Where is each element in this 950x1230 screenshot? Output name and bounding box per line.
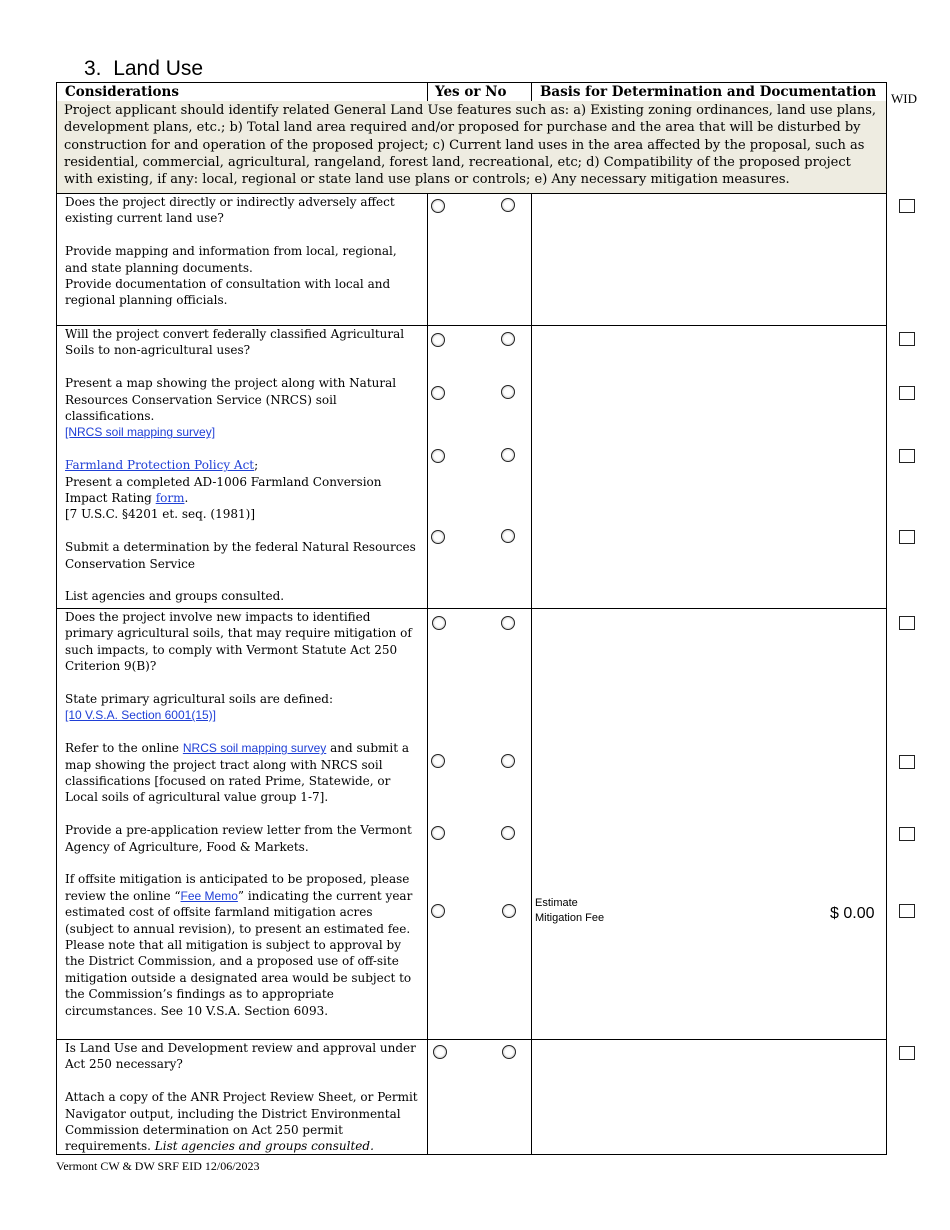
- radio-r2d-no[interactable]: [501, 529, 515, 543]
- estimate-label-line1: Estimate: [535, 897, 578, 909]
- row3-text-2a: Refer to the online: [65, 741, 180, 756]
- estimate-label-line2: Mitigation Fee: [535, 911, 605, 924]
- wid-checkbox-r2d[interactable]: [899, 530, 915, 544]
- radio-r3c-yes[interactable]: [431, 826, 445, 840]
- row3-text-3: Provide a pre-application review letter from the Vermont Agency of Agriculture, Food & Markets.: [65, 823, 412, 854]
- row1-considerations: [65, 194, 421, 309]
- row4-question: Is Land Use and Development review and approval under Act 250 necessary?: [65, 1041, 416, 1072]
- estimate-mitigation-fee-label: [535, 896, 604, 925]
- row3-text-2b: and submit a map showing the project tract along with NRCS soil classifications [focused on rated Prime, Statewide, or Local soils of agricultural value group 1-7].: [65, 741, 410, 805]
- wid-column-label: WID: [891, 91, 917, 106]
- header-considerations: Considerations: [65, 84, 179, 100]
- mitigation-fee-value[interactable]: $ 0.00: [830, 905, 875, 922]
- row2-semicolon: ;: [254, 458, 259, 473]
- row2-text-2: Present a completed AD-1006 Farmland Conversion Impact Rating: [65, 474, 382, 506]
- row4-considerations: [65, 1040, 421, 1155]
- radio-r2b-no[interactable]: [501, 385, 515, 399]
- section-title: 3. Land Use: [84, 57, 204, 80]
- radio-r4-no[interactable]: [502, 1045, 516, 1059]
- wid-checkbox-r4[interactable]: [899, 1046, 915, 1060]
- row3-text-4a: If offsite mitigation is anticipated to be proposed, please review the online “: [65, 872, 410, 903]
- wid-checkbox-r3a[interactable]: [899, 616, 915, 630]
- radio-r3a-yes[interactable]: [432, 616, 446, 630]
- row3-text-4b: ” indicating the current year estimated cost of offsite farmland mitigation acres (subject to annual revision), to present an estimated fee. Please note that all mitigation is subject to approval by the District Commission, and a proposed use of off-site mitigation outside a designated area would be subject to the Commission’s findings as to appropriate circumstances. See 10 V.S.A. Section 6093.: [65, 888, 413, 1018]
- radio-r3a-no[interactable]: [501, 616, 515, 630]
- vsa-6001-link[interactable]: [10 V.S.A. Section 6001(15)]: [65, 708, 216, 723]
- row2-question: Will the project convert federally classified Agricultural Soils to non-agricultural uses?: [65, 327, 405, 358]
- row4-text-1: Attach a copy of the ANR Project Review Sheet, or Permit Navigator output, including the District Environmental Commission determination on Act 250 permit requirements.: [65, 1090, 418, 1154]
- row2-citation: [7 U.S.C. §4201 et. seq. (1981)]: [65, 507, 256, 522]
- wid-checkbox-r2a[interactable]: [899, 332, 915, 346]
- wid-checkbox-r3d[interactable]: [899, 904, 915, 918]
- header-basis: Basis for Determination and Documentation: [540, 84, 877, 100]
- radio-r1-yes[interactable]: [431, 199, 445, 213]
- radio-r3d-yes[interactable]: [431, 904, 445, 918]
- row2-text-3: Submit a determination by the federal Natural Resources Conservation Service: [65, 540, 416, 571]
- farmland-protection-link[interactable]: Farmland Protection Policy Act: [65, 458, 255, 473]
- footer-text: Vermont CW & DW SRF EID 12/06/2023: [56, 1159, 260, 1173]
- nrcs-survey-link-2[interactable]: NRCS soil mapping survey: [182, 741, 327, 756]
- radio-r3d-no[interactable]: [502, 904, 516, 918]
- row3-question: Does the project involve new impacts to identified primary agricultural soils, that may require mitigation of such impacts, to comply with Vermont Statute Act 250 Criterion 9(B)?: [65, 610, 412, 674]
- radio-r3b-yes[interactable]: [431, 754, 445, 768]
- radio-r2c-no[interactable]: [501, 448, 515, 462]
- row2-considerations: [65, 326, 421, 605]
- radio-r4-yes[interactable]: [433, 1045, 447, 1059]
- header-yes-no: Yes or No: [435, 84, 507, 100]
- fee-memo-link[interactable]: Fee Memo: [180, 888, 238, 903]
- row1-question: Does the project directly or indirectly adversely affect existing current land use?: [65, 195, 395, 226]
- land-use-table: [56, 82, 887, 1155]
- row3-considerations: [65, 609, 421, 1019]
- wid-checkbox-r2c[interactable]: [899, 449, 915, 463]
- row1-text-1: Provide mapping and information from local, regional, and state planning documents.: [65, 244, 397, 275]
- wid-checkbox-r3b[interactable]: [899, 755, 915, 769]
- row4-text-italic: List agencies and groups consulted.: [154, 1139, 374, 1154]
- row2-text-1: Present a map showing the project along with Natural Resources Conservation Service (NRCS) soil classifications.: [65, 376, 397, 424]
- row3-text-1: State primary agricultural soils are defined:: [65, 692, 334, 707]
- wid-checkbox-r3c[interactable]: [899, 827, 915, 841]
- nrcs-survey-link[interactable]: [NRCS soil mapping survey]: [65, 425, 216, 440]
- ad1006-form-link[interactable]: form: [155, 491, 185, 506]
- radio-r2a-yes[interactable]: [431, 333, 445, 347]
- wid-checkbox-r2b[interactable]: [899, 386, 915, 400]
- row2-period: .: [184, 491, 189, 506]
- intro-instructions: Project applicant should identify related General Land Use features such as: a) Existing zoning ordinances, land use plans, development plans, etc.; b) Total land area required and/or proposed for purchase and the area that will be disturbed by construction for and operation of the proposed project; c) Current land uses in the area affected by the proposal, such as residential, commercial, agricultural, rangeland, forest land, recreational, etc; d) Compatibility of the proposed project with existing, if any: local, regional or state land use plans or controls; e) Any necessary mitigation measures.: [57, 101, 886, 193]
- radio-r2d-yes[interactable]: [431, 530, 445, 544]
- row2-text-4: List agencies and groups consulted.: [65, 589, 285, 604]
- radio-r3b-no[interactable]: [501, 754, 515, 768]
- radio-r2b-yes[interactable]: [431, 386, 445, 400]
- radio-r2a-no[interactable]: [501, 332, 515, 346]
- wid-checkbox-r1[interactable]: [899, 199, 915, 213]
- radio-r1-no[interactable]: [501, 198, 515, 212]
- radio-r2c-yes[interactable]: [431, 449, 445, 463]
- row1-text-2: Provide documentation of consultation with local and regional planning officials.: [65, 277, 391, 308]
- radio-r3c-no[interactable]: [501, 826, 515, 840]
